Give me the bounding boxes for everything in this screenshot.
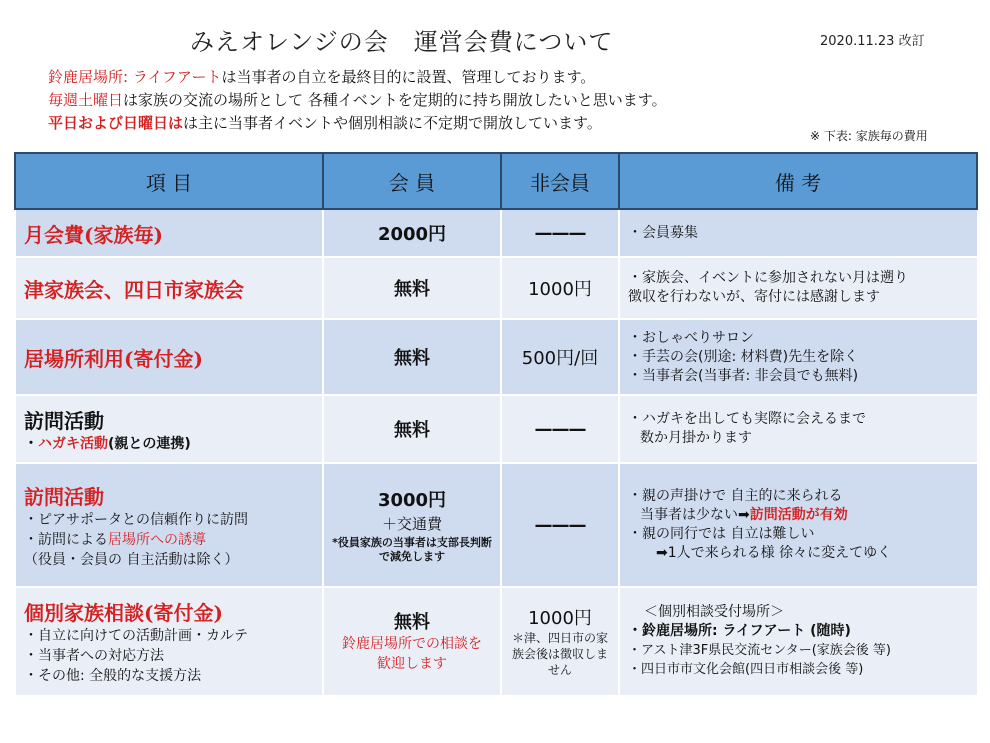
row-member	[323, 587, 501, 695]
item-label: 津家族会、四日市家族会	[24, 277, 244, 302]
note-line: ・ハガキを出しても実際に会えるまで	[628, 411, 866, 427]
item-sub: ・その他: 全般的な支援方法	[24, 667, 202, 684]
row-item	[15, 257, 323, 319]
row-notes	[619, 257, 977, 319]
nonmember-fee: ———	[534, 222, 586, 244]
note-prefix: 当事者は少ない➡	[640, 507, 750, 523]
note-line: ・会員募集	[628, 224, 698, 241]
row-member	[323, 257, 501, 319]
row-notes	[619, 319, 977, 395]
header-member: 会 員	[323, 153, 501, 209]
row-nonmember	[501, 319, 619, 395]
table-row	[15, 209, 977, 257]
header-nonmember: 非会員	[501, 153, 619, 209]
table-row	[15, 463, 977, 587]
item-label: 訪問活動	[24, 484, 104, 509]
nonmember-fee: 1000円	[528, 279, 592, 300]
row-notes	[619, 209, 977, 257]
row-nonmember	[501, 587, 619, 695]
note-line: ・親の同行では 自立は難しい	[628, 526, 815, 542]
table-row	[15, 587, 977, 695]
row-notes	[619, 587, 977, 695]
row-member	[323, 209, 501, 257]
row-nonmember	[501, 209, 619, 257]
row-nonmember	[501, 395, 619, 463]
item-label: 月会費(家族毎)	[24, 222, 163, 247]
intro-line-1-highlight: 鈴鹿居場所: ライフアート	[48, 68, 222, 86]
row-member	[323, 463, 501, 587]
item-sub: ・ピアサポータとの信頼作りに訪問	[24, 511, 248, 528]
note-line: 数か月掛かります	[640, 430, 752, 446]
note-line: 徴収を行わないが、寄付には感謝します	[628, 289, 880, 305]
row-member	[323, 395, 501, 463]
item-label: 訪問活動	[24, 408, 104, 433]
note-line: ・四日市市文化会館(四日市相談会後 等)	[628, 662, 864, 678]
member-fee: 無料	[394, 420, 430, 441]
intro-line-2-text: は家族の交流の場所として 各種イベントを定期的に持ち開放したいと思います。	[123, 91, 667, 109]
item-sub: ・自立に向けての活動計画・カルテ	[24, 627, 248, 644]
note-highlight: 訪問活動が有効	[749, 507, 848, 523]
nonmember-fee: ———	[534, 514, 586, 536]
intro-line-3	[48, 112, 602, 133]
nonmember-fee: 1000円	[528, 608, 592, 630]
row-notes	[619, 463, 977, 587]
member-red-note: 鈴鹿居場所での相談を歓迎します	[342, 636, 482, 673]
row-item	[15, 463, 323, 587]
row-item	[15, 319, 323, 395]
table-row	[15, 257, 977, 319]
note-title: ＜個別相談受付場所＞	[644, 604, 784, 621]
row-member	[323, 319, 501, 395]
item-sub	[24, 434, 322, 454]
member-fee: 無料	[394, 612, 430, 634]
member-fee: 無料	[394, 348, 430, 369]
item-sub	[24, 530, 322, 550]
row-notes	[619, 395, 977, 463]
row-nonmember	[501, 463, 619, 587]
table-row	[15, 395, 977, 463]
note-line: ・アスト津3F県民交流センター(家族会後 等)	[628, 643, 891, 659]
nonmember-fee: 500円/回	[521, 348, 599, 369]
note-line: ➡1人で来られる様 徐々に変えてゆく	[656, 545, 892, 561]
note-line: ・家族会、イベントに参加されない月は遡り	[628, 270, 908, 286]
note-line: ・手芸の会(別途: 材料費)先生を除く	[628, 348, 859, 365]
member-fee: 3000円	[377, 490, 447, 511]
note-line: ・親の声掛けで 自主的に来られる	[628, 488, 843, 504]
nonmember-small-note: ＊津、四日市の家族会後は徴収しません	[511, 631, 608, 678]
row-item	[15, 209, 323, 257]
row-nonmember	[501, 257, 619, 319]
table-note: ※ 下表: 家族毎の費用	[810, 129, 928, 143]
sub-highlight: 居場所への誘導	[108, 531, 206, 548]
member-extra: ＋交通費	[381, 515, 442, 533]
intro-line-2	[48, 89, 667, 110]
header-notes: 備 考	[619, 153, 977, 209]
note-line: ・当事者会(当事者: 非会員でも無料)	[628, 367, 859, 384]
table-row	[15, 319, 977, 395]
note-line: ・おしゃべりサロン	[628, 329, 754, 346]
sub-prefix: ・	[24, 435, 38, 452]
page-title: みえオレンジの会 運営会費について	[190, 28, 614, 56]
item-label: 居場所利用(寄付金)	[24, 346, 203, 371]
intro-line-2-highlight: 毎週土曜日	[48, 91, 124, 109]
note-line	[628, 506, 977, 525]
nonmember-fee: ———	[534, 418, 586, 440]
revision-date: 2020.11.23 改訂	[820, 34, 925, 49]
header-item: 項 目	[15, 153, 323, 209]
note-line: ・鈴鹿居場所: ライフアート (随時)	[628, 623, 851, 640]
member-fee: 無料	[394, 279, 430, 300]
fee-table	[14, 152, 978, 696]
member-fee: 2000円	[377, 224, 447, 245]
intro-line-3-highlight: 平日および日曜日は	[48, 114, 184, 132]
sub-highlight: ハガキ活動	[38, 435, 108, 452]
member-small-note: *役員家族の当事者は支部長判断で減免します	[332, 536, 492, 563]
sub-prefix: ・訪問による	[24, 531, 108, 548]
item-label: 個別家族相談(寄付金)	[24, 600, 223, 625]
item-sub: ・当事者への対応方法	[24, 647, 164, 664]
intro-line-1	[48, 66, 595, 87]
table-header-row	[15, 153, 977, 209]
sub-text: (親との連携)	[108, 435, 191, 452]
row-item	[15, 587, 323, 695]
item-sub: （役員・会員の 自主活動は除く）	[24, 551, 239, 568]
intro-line-3-text: は主に当事者イベントや個別相談に不定期で開放しています。	[183, 114, 602, 132]
row-item	[15, 395, 323, 463]
intro-line-1-text: は当事者の自立を最終目的に設置、管理しております。	[221, 68, 596, 86]
